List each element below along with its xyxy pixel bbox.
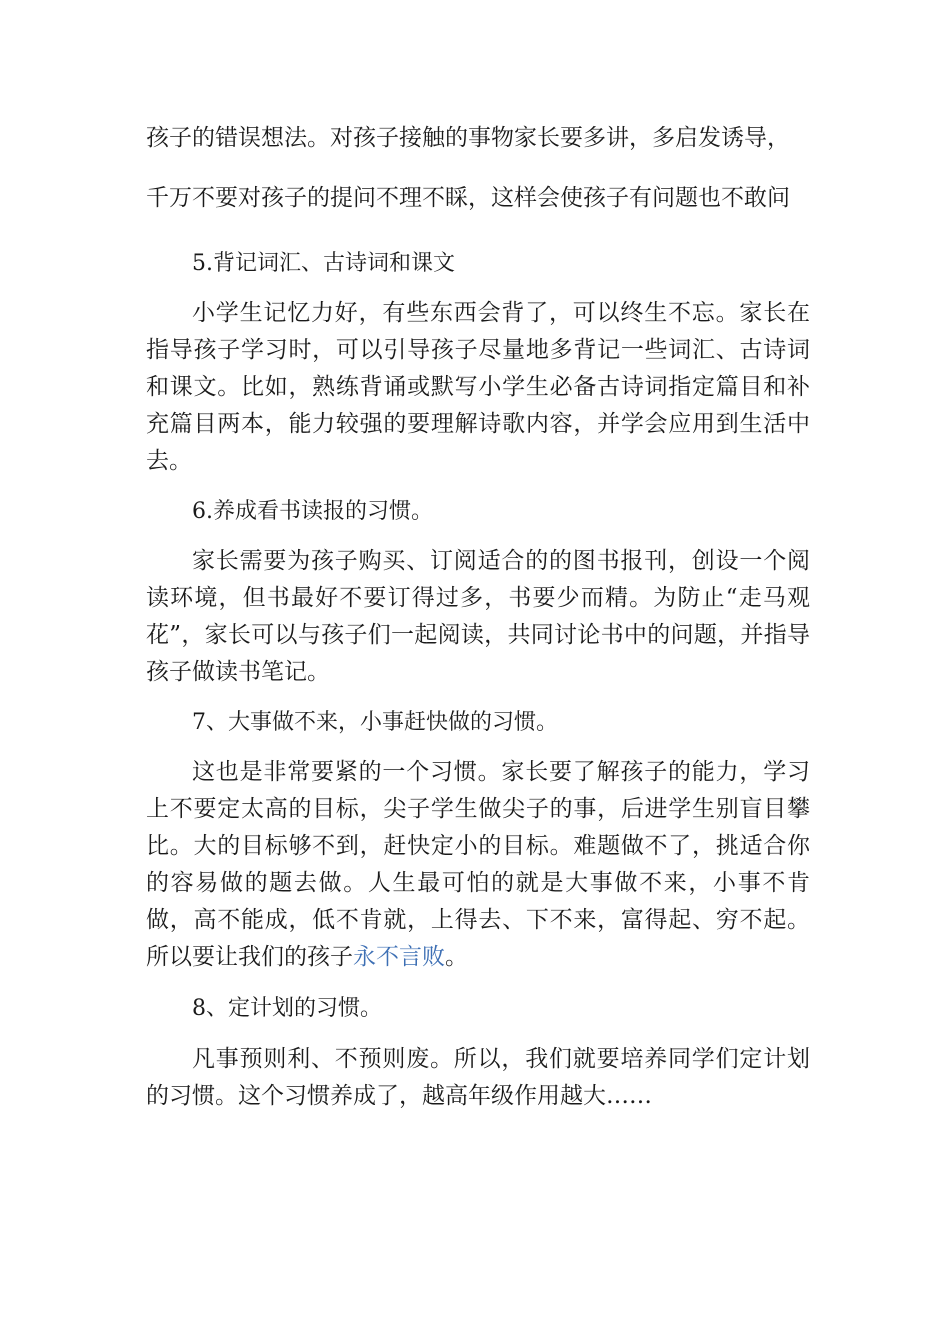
section-heading-6: 6.养成看书读报的习惯。 [192, 499, 433, 524]
paragraph-line: 孩子的错误想法。对孩子接触的事物家长要多讲，多启发诱导， [146, 125, 790, 151]
link-never-give-up[interactable]: 永不言败 [353, 944, 445, 970]
section-heading-5: 5.背记词汇、古诗词和课文 [192, 251, 455, 276]
section-heading-8: 8、定计划的习惯。 [192, 996, 382, 1021]
section-heading-7: 7、大事做不来，小事赶快做的习惯。 [192, 710, 558, 735]
section-body-7-text: 这也是非常要紧的一个习惯。家长要了解孩子的能力，学习上不要定太高的目标，尖子学生做尖子的事，后进学生别盲目攀比。大的目标够不到，赶快定小的目标。难题做不了，挑适合你的容易做的题去做。人生最可怕的就是大事做不来，小事不肯做，高不能成，低不肯就，上得去、下不来，富得起、穷不起。所以要让我们的孩子 [146, 759, 810, 970]
section-body-5: 小学生记忆力好，有些东西会背了，可以终生不忘。家长在指导孩子学习时，可以引导孩子尽量地多背记一些词汇、古诗词和课文。比如，熟练背诵或默写小学生必备古诗词指定篇目和补充篇目两本，能力较强的要理解诗歌内容，并学会应用到生活中去。 [146, 300, 810, 474]
section-body-8: 凡事预则利、不预则废。所以，我们就要培养同学们定计划的习惯。这个习惯养成了，越高年级作用越大…… [146, 1046, 810, 1109]
paragraph-continued-2 [146, 180, 810, 217]
section-body-7-end: 。 [445, 944, 468, 970]
paragraph-line: 千万不要对孩子的提问不理不睬，这样会使孩子有问题也不敢问 [146, 185, 790, 211]
paragraph-continued [146, 120, 810, 157]
section-body-7 [146, 754, 810, 976]
section-body-6: 家长需要为孩子购买、订阅适合的的图书报刊，创设一个阅读环境，但书最好不要订得过多，书要少而精。为防止“走马观花”，家长可以与孩子们一起阅读，共同讨论书中的问题，并指导孩子做读书笔记。 [146, 548, 810, 685]
